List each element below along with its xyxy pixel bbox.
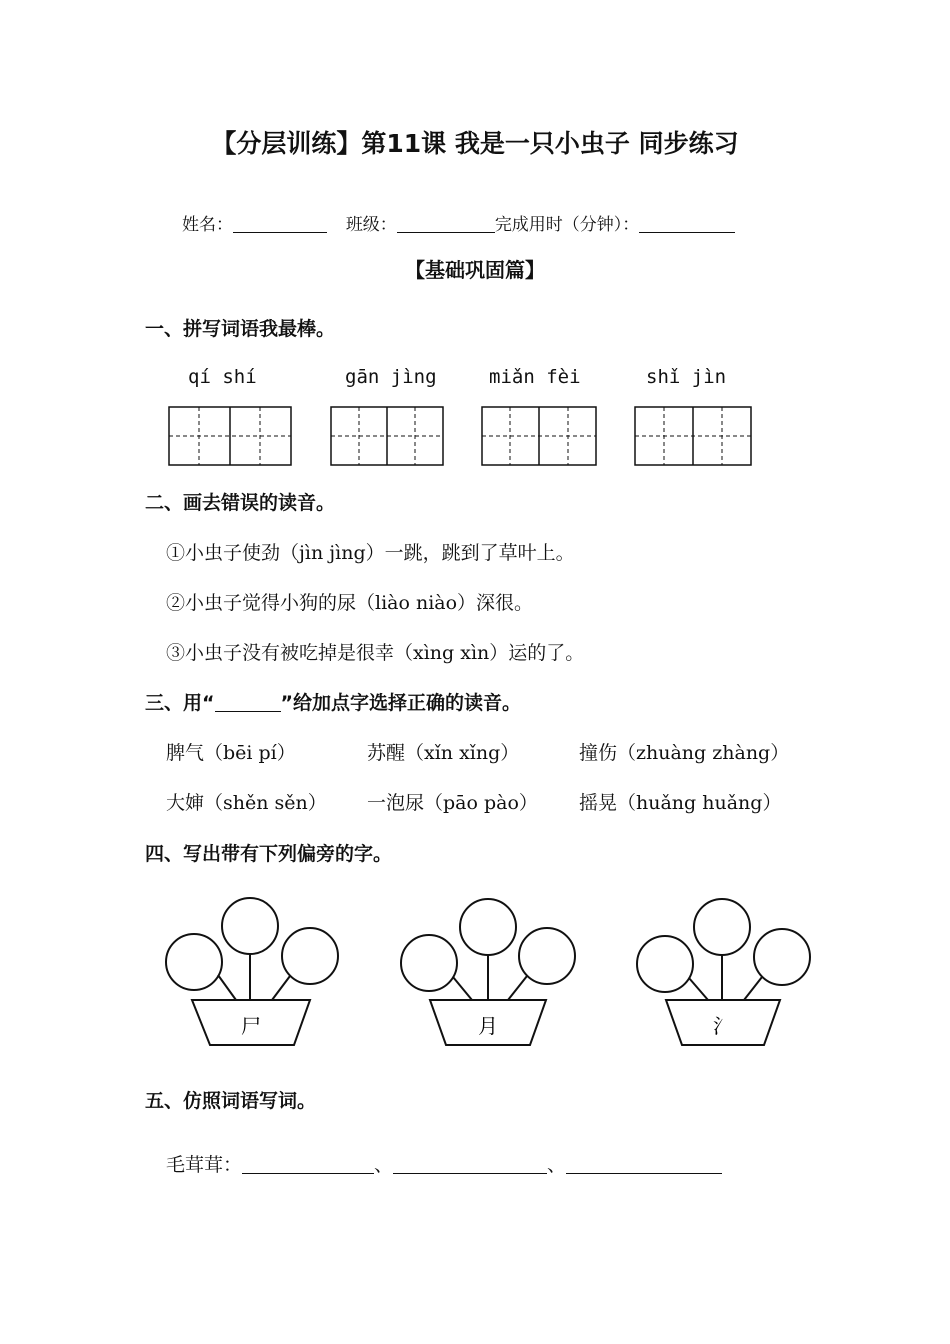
- name-blank[interactable]: [233, 214, 327, 233]
- choice-1-2[interactable]: 苏醒（xǐn xǐng）: [367, 742, 520, 764]
- word-blank-3[interactable]: [566, 1153, 722, 1174]
- blank-circle[interactable]: [222, 898, 278, 954]
- class-blank[interactable]: [397, 214, 495, 233]
- student-info-line: [182, 210, 735, 235]
- section2-item-3: ③小虫子没有被吃掉是很幸（xìng xìn）运的了。: [166, 642, 585, 664]
- writing-grid-2[interactable]: [330, 406, 444, 466]
- word-blank-1[interactable]: [242, 1153, 374, 1174]
- radical-label-1: 尸: [241, 1014, 261, 1038]
- choice-2-1[interactable]: 大婶（shěn sěn）: [166, 792, 327, 814]
- blank-circle[interactable]: [519, 928, 575, 984]
- section2-item-2: ②小虫子觉得小狗的尿（liào niào）深很。: [166, 592, 534, 614]
- class-label: 班级：: [345, 215, 397, 235]
- blank-circle[interactable]: [694, 899, 750, 955]
- choice-1-1[interactable]: 脾气（bēi pí）: [166, 742, 296, 764]
- separator: 、: [547, 1154, 567, 1176]
- section5-heading: 五、仿照词语写词。: [145, 1090, 317, 1112]
- name-label: 姓名：: [182, 215, 233, 235]
- section-subtitle: 【基础巩固篇】: [405, 258, 545, 282]
- pinyin-1: qí shí: [188, 366, 257, 388]
- section4-heading: 四、写出带有下列偏旁的字。: [145, 843, 393, 865]
- word-blank-2[interactable]: [393, 1153, 547, 1174]
- writing-grid-3[interactable]: [481, 406, 597, 466]
- flower-pot-3: [637, 899, 810, 1045]
- time-label: 完成用时（分钟）：: [494, 215, 640, 235]
- choice-1-3[interactable]: 撞伤（zhuàng zhàng）: [579, 742, 790, 764]
- section3-heading: [145, 688, 521, 715]
- page-title: 【分层训练】第11课 我是一只小虫子 同步练习: [211, 129, 739, 158]
- radical-label-3: 氵: [713, 1014, 733, 1038]
- section5-label: 毛茸茸：: [166, 1154, 243, 1176]
- blank-circle[interactable]: [282, 928, 338, 984]
- pinyin-4: shǐ jìn: [646, 366, 727, 388]
- writing-grid-4[interactable]: [634, 406, 752, 466]
- choice-2-2[interactable]: 一泡尿（pāo pào）: [367, 792, 538, 814]
- blank-circle[interactable]: [460, 899, 516, 955]
- section5-line: [166, 1150, 722, 1177]
- pinyin-3: miǎn fèi: [489, 366, 581, 388]
- choice-2-3[interactable]: 摇晃（huǎng huǎng）: [579, 792, 782, 814]
- separator: 、: [374, 1154, 394, 1176]
- section1-heading: 一、拼写词语我最棒。: [145, 318, 336, 340]
- flower-pots-diagram: [160, 893, 820, 1055]
- blank-circle[interactable]: [401, 935, 457, 991]
- flower-pot-1: [166, 898, 338, 1045]
- time-blank[interactable]: [639, 214, 735, 233]
- section2-item-1: ①小虫子使劲（jìn jìng）一跳，跳到了草叶上。: [166, 542, 575, 564]
- section3-heading-prefix: 三、用“: [145, 692, 215, 714]
- section3-heading-suffix: ”给加点字选择正确的读音。: [280, 692, 521, 714]
- radical-label-2: 月: [478, 1014, 498, 1038]
- writing-grid-1[interactable]: [168, 406, 292, 466]
- pinyin-2: gān jìng: [345, 366, 437, 388]
- section2-heading: 二、画去错误的读音。: [145, 492, 336, 514]
- underline-mark: [215, 691, 281, 712]
- blank-circle[interactable]: [637, 936, 693, 992]
- blank-circle[interactable]: [166, 934, 222, 990]
- flower-pot-2: [401, 899, 575, 1045]
- blank-circle[interactable]: [754, 929, 810, 985]
